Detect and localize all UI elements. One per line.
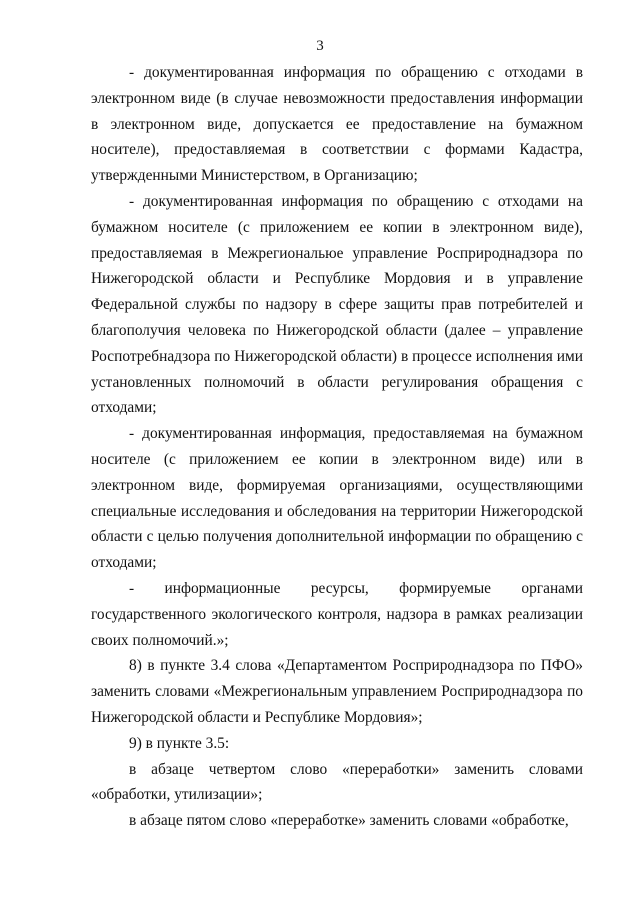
- paragraph-4: - информационные ресурсы, формируемые органами государственного экологического контроля, надзора в рамках реализации своих полномочий.»;: [91, 579, 583, 649]
- paragraph-5: 8) в пункте 3.4 слова «Департаментом Росприроднадзора по ПФО» заменить словами «Межрегиональным управлением Росприроднадзора по Нижегородской области и Республике Мордовия»;: [91, 657, 583, 726]
- page-number: 3: [316, 38, 324, 54]
- paragraph-6: 9) в пункте 3.5:: [129, 734, 230, 752]
- paragraph-1: - документированная информация по обращению с отходами в электронном виде (в случае невозможности предоставления информации в электронном виде, допускается ее предоставление на бумажном носителе), предоставляемая в соответствии с формами Кадастра, утвержденными Министерством, в Организацию;: [91, 64, 583, 185]
- paragraph-3: - документированная информация, предоставляемая на бумажном носителе (с приложением ее копии в электронном виде) или в электронном виде, формируемая организациями, осуществляющими специальные исследования и обследования на территории Нижегородской области с целью получения дополнительной информации по обращению с отходами;: [91, 425, 583, 572]
- paragraph-7: в абзаце четвертом слово «переработки» заменить словами «обработки, утилизации»;: [91, 760, 583, 804]
- paragraph-2: - документированная информация по обращению с отходами на бумажном носителе (с приложением ее копии в электронном виде), предоставляемая в Межрегиональюе управление Росприроднадзора по Нижегородской области и Республике Мордовия и в управление Федеральной службы по надзору в сфере защиты прав потребителей и благополучия человека по Нижегородской области (далее – управление Роспотребнадзора по Нижегородской области) в процессе исполнения ими установленных полномочий в области регулирования обращения с отходами;: [91, 192, 583, 417]
- paragraph-8: в абзаце пятом слово «переработке» заменить словами «обработке,: [129, 812, 569, 830]
- document-body: [91, 60, 583, 834]
